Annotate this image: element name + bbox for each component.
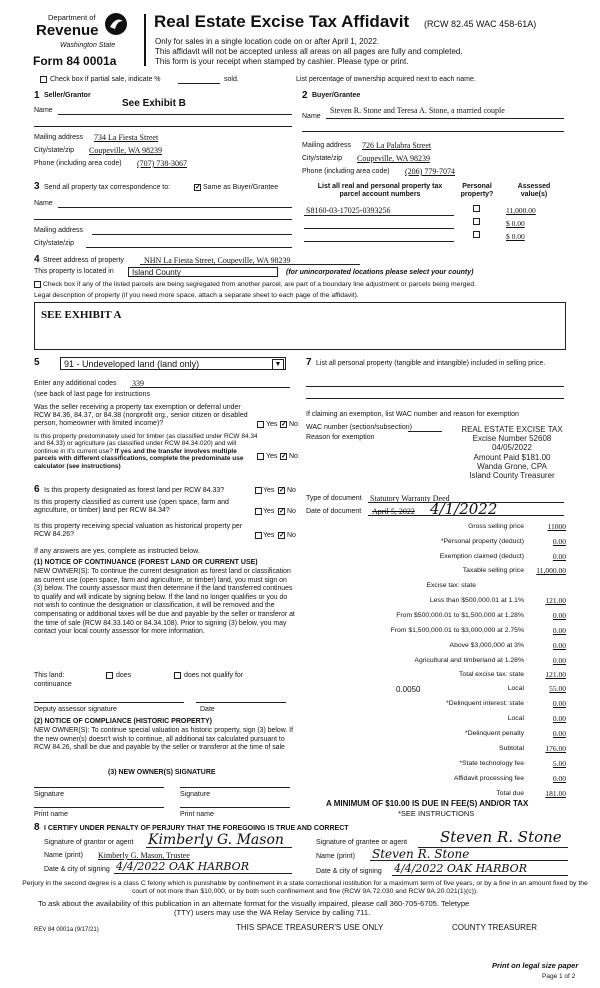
tax-row-label: *Personal property (deduct)	[440, 538, 524, 545]
buyer-phone-value[interactable]: (206) 779-7074	[405, 167, 455, 176]
grantor-date-label: Date & city of signing	[44, 866, 110, 873]
logo-state: Washington State	[60, 42, 116, 49]
buyer-mail-value[interactable]: 726 La Palabra Street	[362, 141, 432, 150]
alt-format-2: (TTY) users may use the WA Relay Service by calling 711.	[174, 908, 371, 917]
owner-print-line-1[interactable]	[34, 807, 164, 808]
owner-sig-line-1[interactable]	[34, 787, 164, 788]
buyer-title: Buyer/Grantee	[312, 92, 361, 99]
parcel-header: List all real and personal property tax parcel account numbers	[317, 183, 443, 198]
county-select[interactable]: Island County	[128, 267, 278, 277]
parcel-line	[304, 215, 454, 216]
q2-yes-checkbox[interactable]	[257, 453, 264, 460]
tax-row-label: Taxable selling price	[462, 567, 524, 574]
stamp-line: Amount Paid $181.00	[473, 452, 551, 462]
deputy-label: Deputy assessor signature	[34, 706, 117, 713]
grantee-signature[interactable]: Steven R. Stone	[440, 828, 562, 846]
assessed-value[interactable]: 11,000.00	[506, 206, 536, 215]
rev-number: REV 84 0001a (9/17/21)	[34, 927, 99, 933]
historic-no-checkbox[interactable]: ✓	[279, 532, 285, 539]
tax-row-value[interactable]: 5.00	[552, 759, 566, 768]
codes-line	[130, 387, 290, 388]
sec5-q2	[34, 433, 260, 470]
stamp-line: Island County Treasurer	[469, 471, 555, 481]
grantor-sig-label: Signature of grantor or agent	[44, 839, 134, 846]
notice1-title: (1) NOTICE OF CONTINUANCE (FOREST LAND OR CURRENT USE)	[34, 559, 258, 566]
q1-no-checkbox[interactable]: ✓	[281, 421, 287, 428]
tax-row-value[interactable]: 0.00	[552, 699, 566, 708]
forest-yes-label: Yes	[263, 487, 275, 494]
doc-date-line	[368, 515, 564, 516]
owner-print-line-2[interactable]	[180, 807, 290, 808]
historic-yes-checkbox[interactable]	[255, 532, 262, 539]
logo-dept: Department of	[48, 13, 96, 22]
stamp-line: Excise Number 52608	[472, 434, 552, 444]
grantor-date[interactable]: 4/4/2022 OAK HARBOR	[116, 860, 249, 873]
forest-yes-checkbox[interactable]	[255, 487, 262, 494]
tax-row-label: Subtotal	[499, 745, 524, 752]
local-rate: 0.0050	[396, 685, 421, 694]
current-use-yes-checkbox[interactable]	[255, 508, 262, 515]
assessed-value[interactable]: $ 0.00	[506, 232, 525, 241]
personal-property-header: Personal property?	[460, 183, 494, 198]
seller-mail-value[interactable]: 734 La Fiesta Street	[94, 133, 159, 142]
seller-phone-label: Phone (including area code)	[34, 160, 122, 167]
seller-name-line2	[34, 126, 292, 127]
same-as-buyer-label: Same as Buyer/Grantee	[203, 184, 279, 191]
parcel-line	[304, 228, 454, 229]
q2-yes-label: Yes	[266, 453, 278, 460]
buyer-mail-label: Mailing address	[302, 142, 352, 149]
sec3-title: Send all property tax correspondence to:	[44, 184, 171, 191]
sec6-q2: Is this property classified as current use (open space, farm and agriculture, or timber) land per RCW 84.34?	[34, 499, 229, 514]
section-4-number: 4	[34, 254, 40, 265]
does-not-label: does not qualify for	[184, 672, 244, 679]
grantee-date-label: Date & city of signing	[316, 868, 382, 875]
alt-format-1: To ask about the availability of this publication in an alternate format for the visually impaired, please call 360-705-6705. Teletype	[38, 899, 470, 908]
treasurer-stamp	[456, 425, 568, 480]
partial-percent-field[interactable]	[178, 83, 220, 84]
seller-name-value[interactable]: See Exhibit B	[122, 98, 186, 109]
owner-print-label-2: Print name	[180, 811, 214, 818]
sec7-line1[interactable]	[306, 386, 564, 387]
notice1-body: NEW OWNER(S): To continue the current designation as forest land or classification as current use (open space, farm and agriculture, or timber) land, you must sign on (3) below. The county assessor must then determine if the land transferred continues to qualify and will indicate by signing below. If the land no longer qualifies or you do not wish to continue the designation or classification, it will be removed and the compensating or additional taxes will be due and payable by the seller or transferor at the time of sale (RCW 84.33.140 or 84.34.108). Prior to signing (3) below, you may contact your local county assessor for more information.	[34, 568, 295, 636]
exempt-label: If claiming an exemption, list WAC number and reason for exemption	[306, 411, 519, 418]
land-use-select[interactable]	[60, 357, 286, 370]
section-7-number: 7	[306, 357, 312, 368]
seller-city-label: City/state/zip	[34, 147, 75, 154]
tax-row-label: Total excise tax: state	[459, 671, 524, 678]
forest-no-checkbox[interactable]: ✓	[279, 487, 285, 494]
section-8-number: 8	[34, 822, 40, 833]
grantee-sig-label: Signature of grantee or agent	[316, 839, 408, 846]
tax-row-value[interactable]: 0.00	[552, 729, 566, 738]
section-5-number: 5	[34, 357, 40, 368]
form-rcw: (RCW 82.45 WAC 458-61A)	[424, 19, 537, 29]
tax-row-value[interactable]: 0.00	[552, 641, 566, 650]
sec3-city-line[interactable]	[86, 247, 292, 248]
doc-date-struck: April 5, 2022	[372, 507, 415, 516]
print-legal: Print on legal size paper	[492, 961, 579, 970]
wac-label: WAC number (section/subsection)	[306, 424, 412, 431]
tax-row-label: From $500,000.01 to $1,500,000 at 1.28%	[396, 612, 524, 619]
tax-row-value[interactable]: 121.00	[545, 596, 566, 605]
doc-type-value[interactable]: Statutory Warranty Deed	[370, 494, 450, 503]
street-label: Street address of property	[43, 257, 124, 264]
sec3-name-line2	[34, 219, 292, 220]
header-line1: Only for sales in a single location code on or after April 1, 2022.	[155, 37, 380, 46]
tax-row-value[interactable]: 0.00	[552, 552, 566, 561]
tax-row-label: Exemption claimed (deduct)	[439, 553, 524, 560]
this-land-label: This land:	[34, 672, 65, 679]
page-number: Page 1 of 2	[542, 973, 576, 980]
sec6-instr: If any answers are yes, complete as instructed below.	[34, 548, 200, 555]
tax-row-label: From $1,500,000.01 to $3,000,000 at 2.75%	[390, 627, 524, 634]
personal-property-checkbox[interactable]	[473, 205, 480, 212]
tax-row-label: *Delinquent interest: state	[446, 700, 524, 707]
buyer-name-value[interactable]: Steven R. Stone and Teresa A. Stone, a married couple	[330, 106, 505, 115]
grantor-name[interactable]: Kimberly G. Mason, Trustee	[98, 851, 190, 860]
header-line3: This form is your receipt when stamped by cashier. Please type or print.	[155, 57, 409, 66]
tax-row-label: Local	[507, 715, 524, 722]
q1-yes-label: Yes	[266, 421, 278, 428]
stamp-line: Wanda Grone, CPA	[477, 461, 547, 471]
grantee-date[interactable]: 4/4/2022 OAK HARBOR	[394, 862, 527, 875]
continuance-label: continuance	[34, 681, 72, 688]
grantee-date-line	[392, 875, 568, 876]
buyer-name-line2	[302, 131, 564, 132]
doc-type-label: Type of document	[306, 495, 362, 502]
tax-row-label: Local	[507, 685, 524, 692]
codes-label: Enter any additional codes	[34, 380, 117, 387]
tax-row-value[interactable]: 176.00	[545, 744, 566, 753]
q2-no-checkbox[interactable]: ✓	[281, 453, 287, 460]
stamp-line: REAL ESTATE EXCISE TAX	[461, 425, 563, 434]
tax-row-label: Gross selling price	[468, 523, 524, 530]
seller-name-label: Name	[34, 107, 53, 114]
logo-revenue: Revenue	[36, 22, 99, 39]
sec7-line2[interactable]	[306, 398, 564, 399]
tax-row-value[interactable]: 0.00	[552, 774, 566, 783]
partial-sold-label: sold.	[224, 76, 239, 83]
ownership-note: List percentage of ownership acquired next to each name.	[296, 76, 476, 83]
legal-description-box[interactable]	[34, 302, 566, 350]
owner-print-label-1: Print name	[34, 811, 68, 818]
tax-row-label: Agricultural and timberland at 1.28%	[414, 657, 524, 664]
tax-row-label: *Delinquent penalty	[465, 730, 524, 737]
seller-city-value[interactable]: Coupeville, WA 98239	[89, 146, 162, 155]
sec7-title: List all personal property (tangible and intangible) included in selling price.	[316, 360, 546, 367]
sec6-q1: Is this property designated as forest land per RCW 84.33?	[44, 487, 225, 494]
sec3-mail-line[interactable]	[92, 234, 292, 235]
tax-row-label: Total due	[496, 790, 524, 797]
legal-label: Legal description of property (if you need more space, attach a separate sheet to each page of the affidavit).	[34, 292, 359, 299]
tax-row-value[interactable]: 0.00	[552, 626, 566, 635]
land-use-select-value: 91 - Undeveloped land (land only)	[64, 359, 200, 369]
sec5-q2-text: Is this property predominately used for timber (as classified under RCW 84.34 and 84.33) or agriculture (as classified under RCW 84.34.020) and will continue in it's current use?	[34, 433, 258, 455]
tax-row-value[interactable]: 55.00	[549, 684, 566, 693]
notice2-body: NEW OWNER(S): To continue special valuation as historic property, sign (3) below. If the new owner(s) doesn't wish to continue, all additional tax calculated pursuant to RCW 84.26, shall be due and payable by the seller or transferor at the time of sale	[34, 727, 294, 752]
same-as-buyer-checkbox[interactable]: ✓	[195, 184, 201, 191]
tax-row-value[interactable]: 121.00	[545, 670, 566, 679]
tax-row-value[interactable]: 0.00	[552, 714, 566, 723]
doc-date-label: Date of document	[306, 508, 362, 515]
partial-sale-checkbox[interactable]	[40, 76, 47, 83]
seller-name-line	[58, 114, 292, 115]
reason-label: Reason for exemption	[306, 434, 375, 441]
seller-title: Seller/Grantor	[44, 92, 91, 99]
wac-line[interactable]	[408, 431, 442, 432]
buyer-name-label: Name	[302, 113, 321, 120]
tax-row-value[interactable]: 11000	[547, 522, 566, 531]
notice3-title: (3) NEW OWNER(S) SIGNATURE	[108, 769, 216, 776]
personal-property-checkbox[interactable]	[473, 231, 480, 238]
segregated-label: Check box if any of the listed parcels are being segregated from another parcel, are part of a boundary line adjustment or parcels being merged.	[43, 281, 476, 288]
minimum-due: A MINIMUM OF $10.00 IS DUE IN FEE(S) AND/OR TAX	[326, 799, 529, 808]
section-6-number: 6	[34, 484, 40, 495]
header-divider	[144, 14, 146, 66]
tax-row-value[interactable]: 0.00	[552, 537, 566, 546]
see-instructions: *SEE INSTRUCTIONS	[398, 809, 475, 818]
deputy-date-label: Date	[200, 706, 215, 713]
personal-property-checkbox[interactable]	[473, 218, 480, 225]
codes-value[interactable]: 339	[132, 379, 144, 388]
chevron-down-icon: ▼	[272, 359, 284, 370]
tax-row-label: Affidavit processing fee	[453, 775, 524, 782]
sec3-name-label: Name	[34, 200, 53, 207]
stamp-line: 04/05/2022	[491, 443, 533, 453]
grantor-name-label: Name (print)	[44, 852, 83, 859]
section-1-number: 1	[34, 90, 40, 101]
q2-no-label: No	[289, 453, 298, 460]
buyer-city-label: City/state/zip	[302, 155, 343, 162]
does-not-checkbox[interactable]	[174, 672, 181, 679]
sec5-q1: Was the seller receiving a property tax exemption or deferral under RCW 84.36, 84.37, or 84.38 (nonprofit org., senior citizen or disabled person, homeowner with limited income)?	[34, 404, 248, 427]
tax-row-label: *State technology fee	[459, 760, 524, 767]
buyer-city-value[interactable]: Coupeville, WA 98239	[357, 154, 430, 163]
street-value[interactable]: NHN La Fiesta Street, Coupeville, WA 98239	[144, 256, 291, 265]
header-line2: This affidavit will not be accepted unless all areas on all pages are fully and completed.	[155, 47, 463, 56]
form-number: Form 84 0001a	[33, 54, 117, 68]
parcel-number[interactable]: S8160-03-17025-0393256	[306, 206, 391, 215]
current-use-no-checkbox[interactable]: ✓	[279, 508, 285, 515]
q1-no-label: No	[289, 421, 298, 428]
owner-sig-label-2: Signature	[180, 791, 210, 798]
historic-yes-label: Yes	[263, 532, 275, 539]
sec3-mail-label: Mailing address	[34, 227, 84, 234]
tax-row-value[interactable]: 0.00	[552, 656, 566, 665]
county-treasurer: COUNTY TREASURER	[452, 923, 538, 932]
certify-title: I CERTIFY UNDER PENALTY OF PERJURY THAT THE FOREGOING IS TRUE AND CORRECT	[44, 825, 349, 832]
grantee-name-line	[370, 860, 568, 861]
assessed-value-header: Assessed value(s)	[517, 183, 551, 198]
doc-date-handwritten[interactable]: 4/1/2022	[430, 500, 498, 518]
sec6-q3: Is this property receiving special valuation as historical property per RCW 84.26?	[34, 523, 243, 538]
seller-mail-label: Mailing address	[34, 134, 84, 141]
deputy-date-line[interactable]	[196, 702, 286, 703]
grantor-signature[interactable]: Kimberly G. Mason	[148, 832, 284, 848]
forest-no-label: No	[287, 487, 296, 494]
owner-sig-label-1: Signature	[34, 791, 64, 798]
deputy-sig-line[interactable]	[34, 702, 184, 703]
county-note: (for unincorporated locations please select your county)	[286, 269, 474, 276]
tax-row-value[interactable]: 11,000.00	[536, 566, 566, 575]
parcel-line	[304, 241, 454, 242]
current-use-no-label: No	[287, 508, 296, 515]
tax-row-label: Excise tax: state	[426, 582, 476, 589]
grantor-date-line	[114, 873, 292, 874]
tax-row-value[interactable]: 0.00	[552, 611, 566, 620]
seller-phone-value[interactable]: (707) 738-3067	[137, 159, 187, 168]
q1-yes-checkbox[interactable]	[257, 421, 264, 428]
partial-sale-label: Check box if partial sale, indicate %	[50, 76, 161, 83]
located-label: This property is located in	[34, 268, 114, 275]
treasurer-use: THIS SPACE TREASURER'S USE ONLY	[236, 923, 384, 932]
sec3-name-line[interactable]	[58, 207, 292, 208]
section-3-number: 3	[34, 181, 40, 192]
section-2-number: 2	[302, 90, 308, 101]
perjury-notice: Perjury in the second degree is a class C felony which is punishable by confinement in a state correctional institution for a maximum term of five years, or by a fine in an amount fixed by the court of not more than $10,000, or by both such confinement and fine (RCW 9A.72.030 and RCW 9A.20.021(1)(c)).	[22, 880, 588, 895]
tax-row-value[interactable]: 181.00	[545, 789, 566, 798]
codes-note: (see back of last page for instructions	[34, 391, 150, 398]
form-title: Real Estate Excise Tax Affidavit	[154, 12, 410, 31]
does-checkbox[interactable]	[106, 672, 113, 679]
grantee-name[interactable]: Steven R. Stone	[372, 847, 470, 861]
legal-description-value: SEE EXHIBIT A	[41, 309, 122, 321]
current-use-yes-label: Yes	[263, 508, 275, 515]
tax-row-label: Less than $500,000.01 at 1.1%	[429, 597, 524, 604]
sec5-q2-bold: If yes and the transfer involves multiple parcels with different classifications, complete the predominate use calculator (see instructions)	[34, 447, 244, 470]
segregated-checkbox[interactable]	[34, 281, 41, 288]
logo-emblem	[104, 12, 128, 36]
historic-no-label: No	[287, 532, 296, 539]
grantee-name-label: Name (print)	[316, 853, 355, 860]
does-label: does	[116, 672, 132, 679]
notice2-title: (2) NOTICE OF COMPLIANCE (HISTORIC PROPERTY)	[34, 718, 212, 725]
grantor-sig-line	[146, 847, 292, 848]
assessed-value[interactable]: $ 0.00	[506, 219, 525, 228]
owner-sig-line-2[interactable]	[180, 787, 290, 788]
buyer-name-line	[326, 118, 564, 119]
sec3-city-label: City/state/zip	[34, 240, 75, 247]
buyer-phone-label: Phone (including area code)	[302, 168, 390, 175]
tax-row-label: Above $3,000,000 at 3%	[449, 642, 524, 649]
street-line	[140, 264, 360, 265]
